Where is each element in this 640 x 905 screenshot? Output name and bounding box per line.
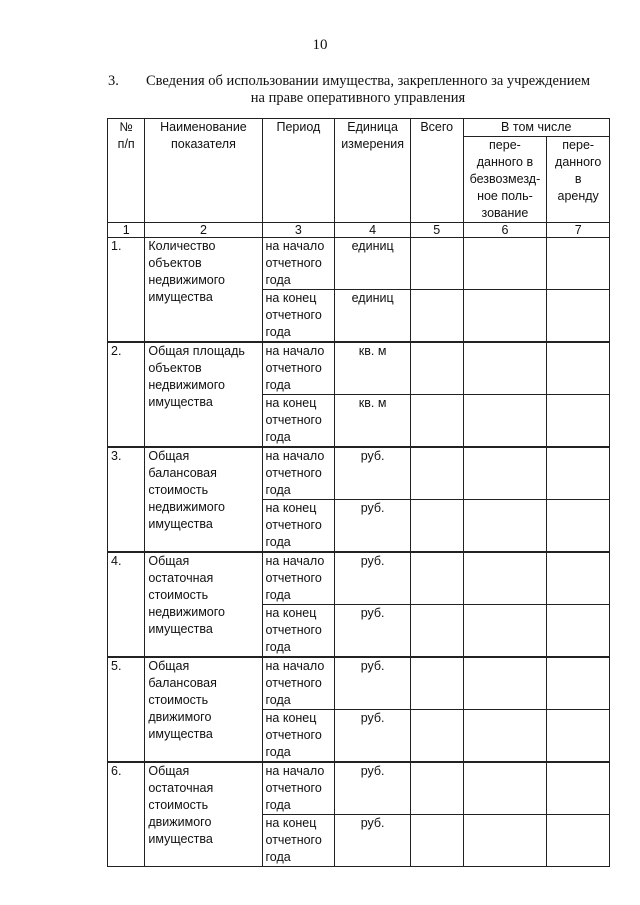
value-total bbox=[410, 342, 463, 395]
period-end: на конец отчетного года bbox=[262, 710, 335, 763]
row-name: Общая остаточная стоимость недвижимого имущества bbox=[145, 552, 262, 657]
unit-start: кв. м bbox=[335, 342, 411, 395]
section-title-line1: Сведения об использовании имущества, закрепленного за учреждением bbox=[146, 73, 591, 89]
row-number: 5. bbox=[108, 657, 145, 762]
value-total bbox=[410, 815, 463, 867]
col-number: 6 bbox=[463, 223, 547, 238]
unit-end: единиц bbox=[335, 290, 411, 343]
row-number: 2. bbox=[108, 342, 145, 447]
page-number: 10 bbox=[312, 37, 328, 53]
value-free-use bbox=[463, 395, 547, 448]
unit-start: руб. bbox=[335, 762, 411, 815]
row-name: Общая площадь объектов недвижимого имущества bbox=[145, 342, 262, 447]
section-title-line2: на праве оперативного управления bbox=[250, 90, 466, 106]
value-free-use bbox=[463, 657, 547, 710]
header-free-use: пере- данного в безвозмезд- ное поль- зование bbox=[463, 137, 547, 223]
value-total bbox=[410, 605, 463, 658]
value-free-use bbox=[463, 710, 547, 763]
col-number: 1 bbox=[108, 223, 145, 238]
row-number: 1. bbox=[108, 238, 145, 343]
unit-end: руб. bbox=[335, 605, 411, 658]
value-total bbox=[410, 447, 463, 500]
period-end: на конец отчетного года bbox=[262, 500, 335, 553]
col-number: 7 bbox=[547, 223, 610, 238]
value-free-use bbox=[463, 238, 547, 290]
row-name: Общая остаточная стоимость движимого имущества bbox=[145, 762, 262, 867]
col-number: 2 bbox=[145, 223, 262, 238]
value-free-use bbox=[463, 290, 547, 343]
period-end: на конец отчетного года bbox=[262, 815, 335, 867]
row-name: Общая балансовая стоимость недвижимого имущества bbox=[145, 447, 262, 552]
header-total: Всего bbox=[410, 119, 463, 223]
period-start: на начало отчетного года bbox=[262, 238, 335, 290]
header-unit: Единица измерения bbox=[335, 119, 411, 223]
col-number: 4 bbox=[335, 223, 411, 238]
section-number: 3. bbox=[108, 73, 119, 89]
value-free-use bbox=[463, 815, 547, 867]
period-end: на конец отчетного года bbox=[262, 605, 335, 658]
value-rent bbox=[547, 605, 610, 658]
unit-end: руб. bbox=[335, 815, 411, 867]
value-free-use bbox=[463, 342, 547, 395]
row-name: Количество объектов недвижимого имущества bbox=[145, 238, 262, 343]
property-usage-table bbox=[107, 118, 610, 867]
value-rent bbox=[547, 447, 610, 500]
value-rent bbox=[547, 552, 610, 605]
value-free-use bbox=[463, 762, 547, 815]
period-start: на начало отчетного года bbox=[262, 342, 335, 395]
row-number: 6. bbox=[108, 762, 145, 867]
row-number: 3. bbox=[108, 447, 145, 552]
col-number: 3 bbox=[262, 223, 335, 238]
header-name: Наименование показателя bbox=[145, 119, 262, 223]
unit-end: руб. bbox=[335, 500, 411, 553]
value-total bbox=[410, 238, 463, 290]
unit-end: кв. м bbox=[335, 395, 411, 448]
value-total bbox=[410, 290, 463, 343]
header-rent: пере- данного в аренду bbox=[547, 137, 610, 223]
value-rent bbox=[547, 710, 610, 763]
row-name: Общая балансовая стоимость движимого имущества bbox=[145, 657, 262, 762]
row-number: 4. bbox=[108, 552, 145, 657]
unit-end: руб. bbox=[335, 710, 411, 763]
value-total bbox=[410, 762, 463, 815]
value-total bbox=[410, 710, 463, 763]
period-end: на конец отчетного года bbox=[262, 395, 335, 448]
unit-start: руб. bbox=[335, 447, 411, 500]
value-free-use bbox=[463, 500, 547, 553]
header-period: Период bbox=[262, 119, 335, 223]
period-start: на начало отчетного года bbox=[262, 762, 335, 815]
period-start: на начало отчетного года bbox=[262, 657, 335, 710]
unit-start: единиц bbox=[335, 238, 411, 290]
value-rent bbox=[547, 238, 610, 290]
period-start: на начало отчетного года bbox=[262, 552, 335, 605]
value-total bbox=[410, 395, 463, 448]
unit-start: руб. bbox=[335, 657, 411, 710]
header-num: № п/п bbox=[108, 119, 145, 223]
value-total bbox=[410, 657, 463, 710]
value-rent bbox=[547, 500, 610, 553]
period-start: на начало отчетного года bbox=[262, 447, 335, 500]
value-rent bbox=[547, 657, 610, 710]
value-rent bbox=[547, 395, 610, 448]
value-free-use bbox=[463, 552, 547, 605]
period-end: на конец отчетного года bbox=[262, 290, 335, 343]
unit-start: руб. bbox=[335, 552, 411, 605]
value-total bbox=[410, 500, 463, 553]
header-including: В том числе bbox=[463, 119, 610, 137]
value-rent bbox=[547, 290, 610, 343]
value-rent bbox=[547, 762, 610, 815]
value-free-use bbox=[463, 605, 547, 658]
value-free-use bbox=[463, 447, 547, 500]
value-rent bbox=[547, 342, 610, 395]
col-number: 5 bbox=[410, 223, 463, 238]
value-rent bbox=[547, 815, 610, 867]
value-total bbox=[410, 552, 463, 605]
